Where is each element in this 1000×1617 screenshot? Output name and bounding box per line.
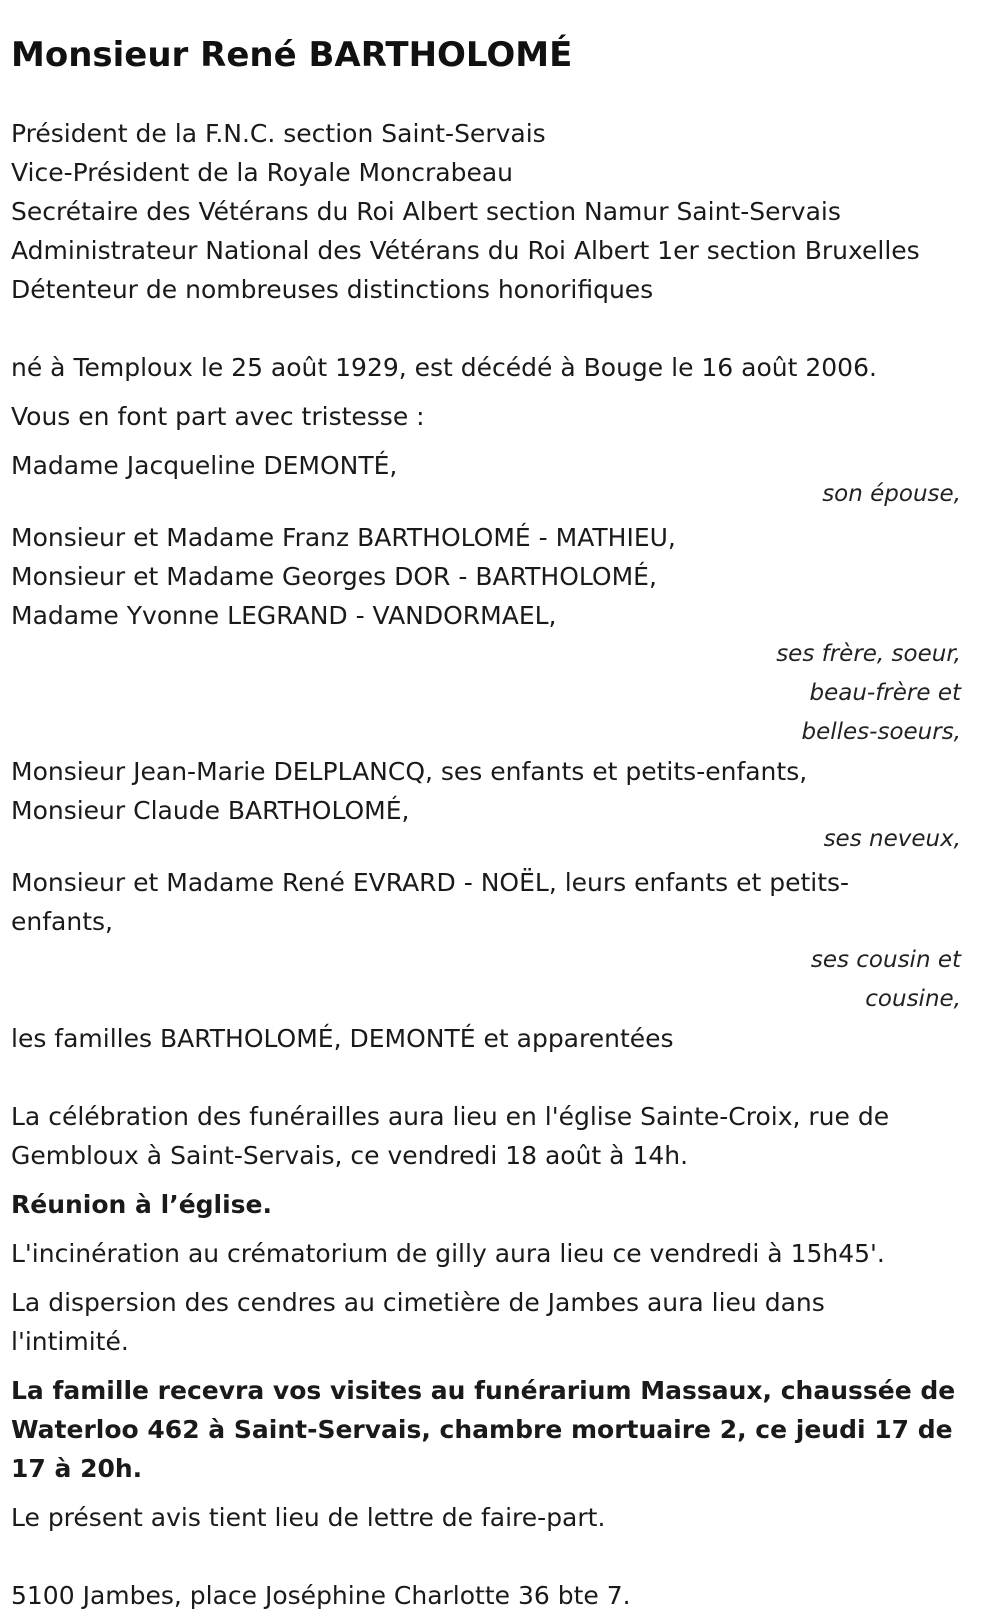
- spacer: [11, 1224, 961, 1234]
- spacer: [11, 309, 961, 348]
- spacer: [11, 508, 961, 518]
- obituary-notice: [11, 30, 961, 1615]
- meeting-text: Réunion à l’église.: [11, 1190, 273, 1219]
- spacer: [11, 436, 961, 446]
- function-line: Administrateur National des Vétérans du Roi Albert 1er section Bruxelles: [11, 236, 920, 265]
- spacer: [11, 1175, 961, 1185]
- sibling-name: Madame Yvonne LEGRAND - VANDORMAEL,: [11, 601, 557, 630]
- deceased-name-title: Monsieur René BARTHOLOMÉ: [11, 35, 573, 75]
- dispersion-text: La dispersion des cendres au cimetière de Jambes aura lieu dans l'intimité.: [11, 1288, 825, 1356]
- spacer: [11, 387, 961, 397]
- family-section: [11, 446, 961, 1058]
- spouse-relation: son épouse,: [822, 481, 961, 507]
- spouse-name: Madame Jacqueline DEMONTÉ,: [11, 451, 398, 480]
- function-line: Détenteur de nombreuses distinctions honorifiques: [11, 275, 654, 304]
- spacer: [11, 1537, 961, 1576]
- sibling-name: Monsieur et Madame Franz BARTHOLOMÉ - MATHIEU,: [11, 523, 676, 552]
- nephew-name: Monsieur Jean-Marie DELPLANCQ, ses enfants et petits-enfants,: [11, 757, 808, 786]
- function-line: Président de la F.N.C. section Saint-Servais: [11, 119, 546, 148]
- celebration-text: La célébration des funérailles aura lieu en l'église Sainte-Croix, rue de Gembloux à Saint-Servais, ce vendredi 18 août à 14h.: [11, 1102, 890, 1170]
- nephews-relation: ses neveux,: [823, 826, 961, 852]
- cousins-name: Monsieur et Madame René EVRARD - NOËL, leurs enfants et petits-enfants,: [11, 868, 850, 936]
- cremation-text: L'incinération au crématorium de gilly aura lieu ce vendredi à 15h45'.: [11, 1239, 885, 1268]
- functions-list: [11, 114, 961, 309]
- intro-line: Vous en font part avec tristesse :: [11, 402, 425, 431]
- siblings-relation: ses frère, soeur,: [776, 641, 961, 667]
- birth-death-line: né à Temploux le 25 août 1929, est décédé à Bouge le 16 août 2006.: [11, 353, 877, 382]
- spacer: [11, 1361, 961, 1371]
- siblings-relation: beau-frère et: [809, 680, 961, 706]
- visits-text: La famille recevra vos visites au funérarium Massaux, chaussée de Waterloo 462 à Saint-Servais, chambre mortuaire 2, ce jeudi 17 de 17 à 20h.: [11, 1376, 956, 1483]
- notice-text: Le présent avis tient lieu de lettre de faire-part.: [11, 1503, 606, 1532]
- ceremony-section: [11, 1097, 961, 1537]
- siblings-relation: belles-soeurs,: [801, 719, 961, 745]
- sibling-name: Monsieur et Madame Georges DOR - BARTHOLOMÉ,: [11, 562, 657, 591]
- spacer: [11, 1058, 961, 1097]
- function-line: Vice-Président de la Royale Moncrabeau: [11, 158, 514, 187]
- spacer: [11, 1273, 961, 1283]
- nephew-name: Monsieur Claude BARTHOLOMÉ,: [11, 796, 410, 825]
- cousins-relation: cousine,: [865, 986, 961, 1012]
- spacer: [11, 1488, 961, 1498]
- address-line: 5100 Jambes, place Joséphine Charlotte 36 bte 7.: [11, 1581, 631, 1610]
- cousins-relation: ses cousin et: [810, 947, 961, 973]
- families-line: les familles BARTHOLOMÉ, DEMONTÉ et apparentées: [11, 1024, 674, 1053]
- spacer: [11, 853, 961, 863]
- function-line: Secrétaire des Vétérans du Roi Albert section Namur Saint-Servais: [11, 197, 841, 226]
